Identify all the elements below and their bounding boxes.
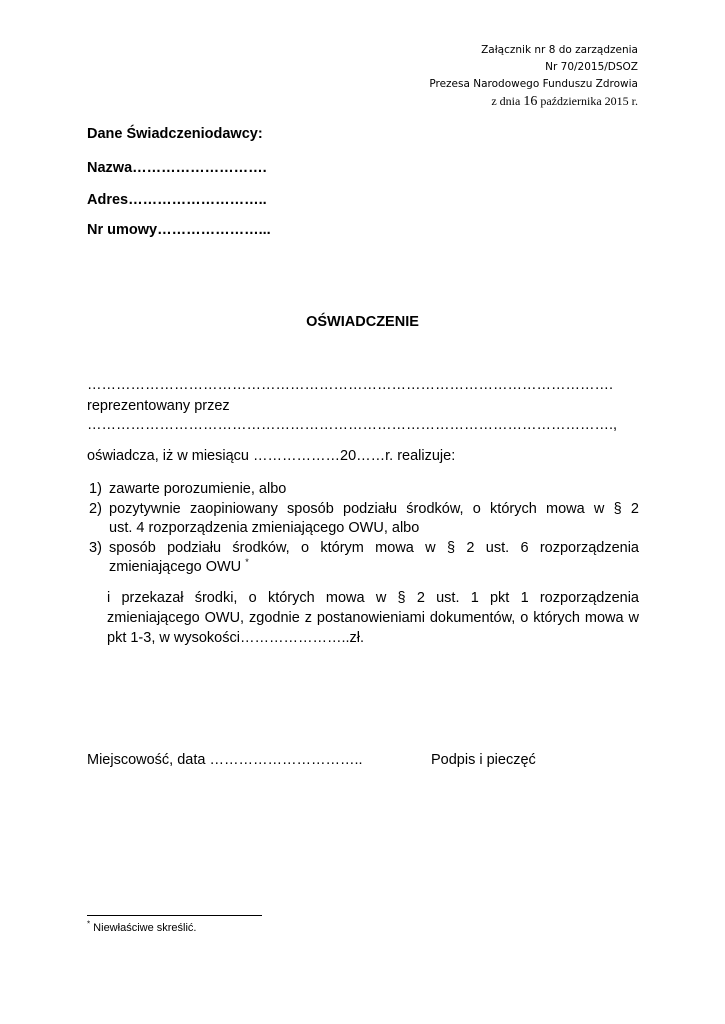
list-text: pozytywnie zaopiniowany sposób podziału środków, o których mowa w § 2: [109, 500, 639, 517]
header-line-3: Prezesa Narodowego Funduszu Zdrowia: [429, 78, 638, 90]
header-date: [429, 93, 638, 110]
list-text: sposób podziału środków, o którym mowa w § 2 ust. 6 rozporządzenia: [109, 539, 639, 556]
date-prefix: z dnia: [491, 94, 524, 108]
list-text: ust. 4 rozporządzenia zmieniającego OWU, albo: [109, 520, 420, 536]
attachment-header: [429, 42, 638, 110]
footnote-divider: [87, 915, 262, 916]
footnote-mark: *: [87, 919, 91, 929]
list-item: [87, 500, 639, 539]
footnote-marker: *: [245, 557, 249, 568]
provider-name-field: Nazwa……………………….: [87, 160, 267, 176]
place-date-field: Miejscowość, data …………………………..: [87, 752, 363, 768]
list-item: [87, 539, 639, 578]
date-day: 16: [523, 94, 538, 109]
paragraph-line: pkt 1-3, w wysokości…………………..zł.: [107, 630, 365, 646]
signature-stamp-label: Podpis i pieczęć: [431, 752, 536, 768]
list-text: zawarte porozumienie, albo: [109, 481, 287, 497]
date-rest: października 2015 r.: [537, 94, 638, 108]
list-number: 3): [89, 539, 102, 556]
list-number: 1): [89, 481, 102, 497]
options-list: [87, 480, 639, 578]
represented-by-label: reprezentowany przez: [87, 398, 230, 414]
month-declaration: oświadcza, iż w miesiącu ………………20……r. realizuje:: [87, 448, 456, 464]
footnote: [87, 919, 197, 934]
provider-dots-line: ……………………………………………………………………………………………….: [87, 377, 614, 393]
list-text: zmieniającego OWU: [109, 559, 242, 575]
representative-dots-line: ……………………………………………………………………………………………….,: [87, 417, 618, 433]
transfer-paragraph: [107, 588, 639, 648]
list-item: [87, 480, 639, 500]
list-number: 2): [89, 500, 102, 517]
footnote-text: Niewłaściwe skreślić.: [90, 922, 197, 934]
document-title: OŚWIADCZENIE: [306, 314, 419, 330]
header-line-2: Nr 70/2015/DSOZ: [545, 61, 638, 73]
header-line-1: Załącznik nr 8 do zarządzenia: [481, 44, 638, 56]
provider-heading: Dane Świadczeniodawcy:: [87, 126, 263, 142]
paragraph-line: i przekazał środki, o których mowa w § 2 ust. 1 pkt 1 rozporządzenia: [107, 590, 639, 606]
provider-address-field: Adres………………………..: [87, 192, 267, 208]
paragraph-line: zmieniającego OWU, zgodnie z postanowieniami dokumentów, o których mowa w: [107, 610, 639, 626]
provider-contract-field: Nr umowy…………………...: [87, 222, 271, 238]
